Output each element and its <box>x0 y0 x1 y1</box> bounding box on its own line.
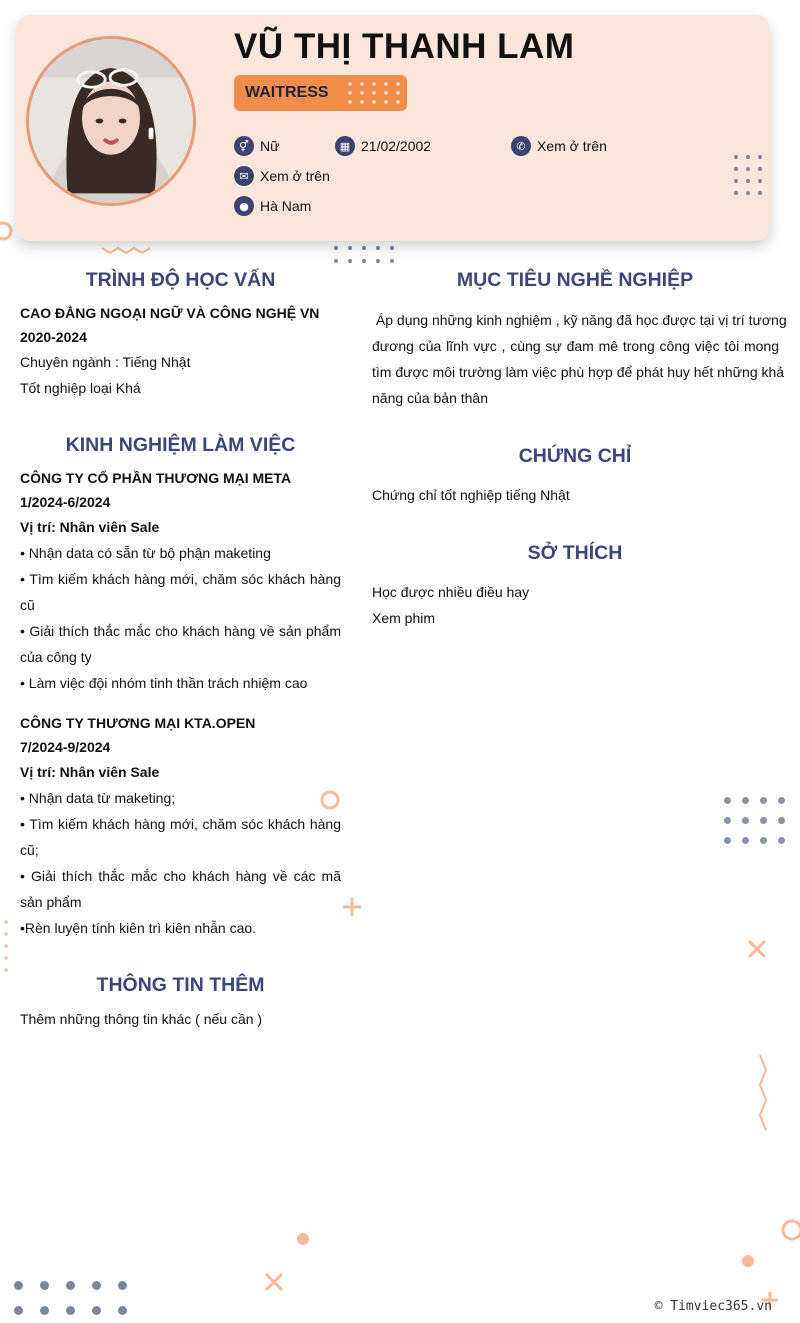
job-2-duty: • Tìm kiếm khách hàng mới, chăm sóc khách hàng <box>20 816 341 832</box>
objective-line: năng của bản thân <box>372 390 488 406</box>
certificates-heading: CHỨNG CHỈ <box>518 445 632 467</box>
education-school: CAO ĐẲNG NGOẠI NGỮ VÀ CÔNG NGHỆ VN <box>20 305 320 321</box>
calendar-icon: ▦ <box>335 136 355 156</box>
job-title-badge <box>234 75 407 111</box>
certificate-item: Chứng chỉ tốt nghiệp tiếng Nhật <box>372 487 570 503</box>
dot-grid-right-middle <box>724 797 796 857</box>
dot-pattern-decoration <box>346 81 406 105</box>
job-2-position: Vị trí: Nhân viên Sale <box>20 764 160 780</box>
email-info <box>234 166 330 186</box>
email-value: Xem ở trên <box>260 168 330 184</box>
job-1-duty: • Giải thích thắc mắc cho khách hàng về sản phẩm <box>20 623 341 639</box>
hobby-item: Học được nhiều điều hay <box>372 584 530 600</box>
job-2-duty: cũ; <box>20 842 39 858</box>
job-2-period: 7/2024-9/2024 <box>20 739 111 755</box>
job-1-duty: của công ty <box>20 649 92 665</box>
job-2-duty: sản phẩm <box>20 894 82 910</box>
job-1-position: Vị trí: Nhân viên Sale <box>20 519 160 535</box>
job-2-duty: • Giải thích thắc mắc cho khách hàng về các mã <box>20 868 341 884</box>
hobby-item: Xem phim <box>372 610 436 626</box>
education-grade: Tốt nghiệp loại Khá <box>20 380 141 396</box>
candidate-name: VŨ THỊ THANH LAM <box>234 27 575 66</box>
location-pin-icon: ● <box>234 196 254 216</box>
objective-line: tìm được môi trường làm việc phù hợp để phát huy hết những khả <box>372 364 785 380</box>
objective-heading: MỤC TIÊU NGHỀ NGHIỆP <box>456 269 694 291</box>
copyright-footer: © Timviec365.vn <box>654 1299 772 1314</box>
job-2-duty: • Nhận data từ maketing; <box>20 790 176 806</box>
profile-photo <box>26 36 196 206</box>
job-1-duty: • Nhận data có sẵn từ bộ phận maketing <box>20 545 271 561</box>
birthdate-value: 21/02/2002 <box>361 138 432 154</box>
education-major: Chuyên ngành : Tiếng Nhật <box>20 354 191 370</box>
job-1-company: CÔNG TY CỔ PHẦN THƯƠNG MẠI META <box>20 470 292 486</box>
job-1-period: 1/2024-6/2024 <box>20 494 111 510</box>
job-1-duty: • Tìm kiếm khách hàng mới, chăm sóc khách hàng <box>20 571 341 587</box>
objective-line: Áp dụng những kinh nghiệm , kỹ năng đã học được tại vị trí tương <box>372 312 787 328</box>
address-info <box>234 196 311 216</box>
job-1-duty: cũ <box>20 597 35 613</box>
job-2-duty: •Rèn luyện tính kiên trì kiên nhẫn cao. <box>20 920 257 936</box>
dot-grid-bottom-left <box>14 1281 144 1323</box>
experience-heading: KINH NGHIỆM LÀM VIỆC <box>65 434 296 456</box>
email-icon: ✉ <box>234 166 254 186</box>
dot-grid-header-right <box>734 155 770 203</box>
extra-info-heading: THÔNG TIN THÊM <box>96 974 265 996</box>
extra-info-text: Thêm những thông tin khác ( nếu cần ) <box>20 1011 263 1027</box>
phone-icon: ✆ <box>511 136 531 156</box>
education-period: 2020-2024 <box>20 329 87 345</box>
portrait-image <box>29 39 193 203</box>
job-1-duty: • Làm việc đội nhóm tinh thần trách nhiệm cao <box>20 675 308 691</box>
education-heading: TRÌNH ĐỘ HỌC VẤN <box>85 269 276 291</box>
hobbies-heading: SỞ THÍCH <box>527 542 623 564</box>
objective-line: đương của lĩnh vực , cùng sự đam mê trong công việc tôi mong <box>372 338 779 354</box>
job-title-text: WAITRESS <box>245 84 329 101</box>
gender-value: Nữ <box>260 138 280 154</box>
phone-info <box>511 136 607 156</box>
gender-info <box>234 136 279 156</box>
birthdate-info <box>335 136 431 156</box>
job-2-company: CÔNG TY THƯƠNG MẠI KTA.OPEN <box>20 715 256 731</box>
address-value: Hà Nam <box>260 198 312 214</box>
phone-value: Xem ở trên <box>537 138 607 154</box>
gender-icon: ⚥ <box>234 136 254 156</box>
